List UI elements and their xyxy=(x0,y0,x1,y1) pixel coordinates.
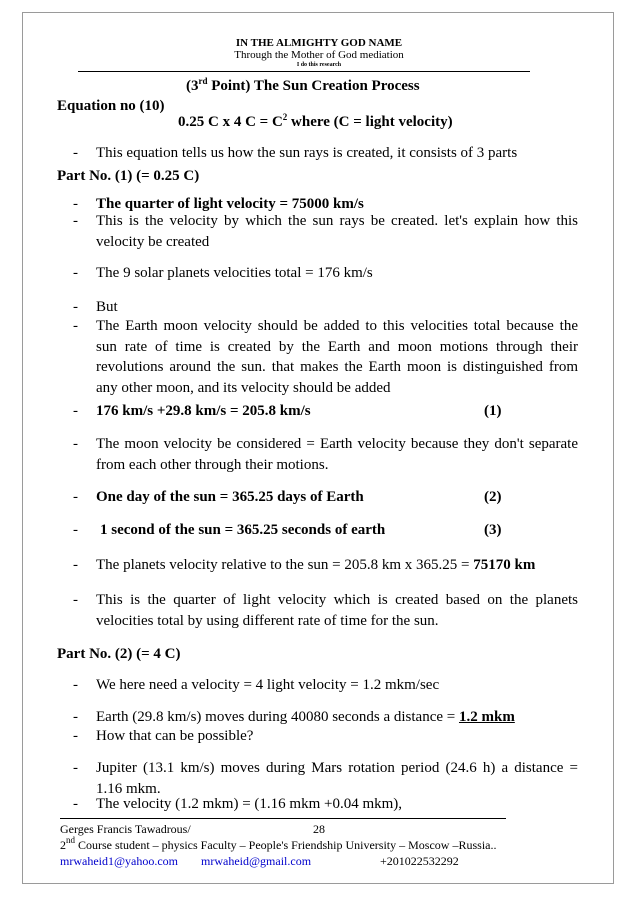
paragraph-line: sun rate of time is created by the Earth and moon motions through their xyxy=(96,338,578,355)
planets-total: The 9 solar planets velocities total = 176 km/s xyxy=(96,265,373,281)
bullet-dash: - xyxy=(73,265,78,281)
bullet-dash: - xyxy=(73,318,78,334)
bullet-dash: - xyxy=(73,522,78,538)
equation-number: (1) xyxy=(484,403,502,419)
paragraph-line: The moon velocity be considered = Earth velocity because they don't separate xyxy=(96,436,578,452)
bullet-dash: - xyxy=(73,403,78,419)
header-subtitle: Through the Mother of God mediation xyxy=(234,49,404,61)
paragraph-line: 1.16 mkm. xyxy=(96,780,161,797)
bullet-dash: - xyxy=(73,557,78,573)
bullet-dash: - xyxy=(73,213,78,229)
header-rule xyxy=(78,71,530,72)
section-title: (3rd Point) The Sun Creation Process xyxy=(186,76,420,94)
velocity-sum: 176 km/s +29.8 km/s = 205.8 km/s xyxy=(96,403,311,419)
bullet-dash: - xyxy=(73,489,78,505)
bullet-dash: - xyxy=(73,299,78,315)
bullet-dash: - xyxy=(73,196,78,212)
course-info: 2nd Course student – physics Faculty – People's Friendship University – Moscow –Russia.. xyxy=(60,835,497,852)
bullet-dash: - xyxy=(73,592,78,608)
equation: 0.25 C x 4 $C = C^2$ where (C = light velocity) xyxy=(178,112,453,130)
moon-equal-paragraph xyxy=(96,434,578,475)
paragraph-line: Jupiter (13.1 km/s) moves during Mars rotation period (24.6 h) a distance = xyxy=(96,760,578,776)
header-note: I do this research xyxy=(296,62,342,68)
bullet-dash: - xyxy=(73,760,78,776)
paragraph-line: This is the velocity by which the sun rays be created. let's explain how this xyxy=(96,213,578,229)
part1-heading: Part No. (1) (= 0.25 C) xyxy=(57,168,200,184)
paragraph-line: any other moon, and its velocity should be added xyxy=(96,379,391,396)
sun-day: One day of the sun = 365.25 days of Earth xyxy=(96,489,364,505)
paragraph-line: velocity be created xyxy=(96,233,210,250)
need-velocity: We here need a velocity = 4 light velocity = 1.2 mkm/sec xyxy=(96,677,440,693)
author-name: Gerges Francis Tawadrous/ xyxy=(60,822,191,836)
paragraph-line: from each other through their motions. xyxy=(96,456,329,473)
bullet-dash: - xyxy=(73,677,78,693)
quarter-light-velocity: The quarter of light velocity = 75000 km/s xyxy=(96,196,364,212)
footer-rule xyxy=(60,818,506,819)
email-link-gmail[interactable]: mrwaheid@gmail.com xyxy=(201,854,312,868)
equation-number: (2) xyxy=(484,489,502,505)
part2-heading: Part No. (2) (= 4 C) xyxy=(57,646,181,662)
header-title: IN THE ALMIGHTY GOD NAME xyxy=(235,37,403,49)
bullet-dash: - xyxy=(73,145,78,161)
paragraph-line: The Earth moon velocity should be added to this velocities total because the xyxy=(96,318,578,334)
phone-number: +201022532292 xyxy=(380,854,459,868)
velocity-sum-mkm: The velocity (1.2 mkm) = (1.16 mkm +0.04 mkm), xyxy=(96,796,403,812)
email-link-yahoo[interactable]: mrwaheid1@yahoo.com xyxy=(60,854,179,868)
equation-label: Equation no (10) xyxy=(57,98,165,114)
but-text: But xyxy=(96,299,118,315)
bullet-dash: - xyxy=(73,436,78,452)
page-number: 28 xyxy=(313,822,325,836)
intro-text: This equation tells us how the sun rays is created, it consists of 3 parts xyxy=(96,145,518,161)
equation-number: (3) xyxy=(484,522,502,538)
moon-paragraph xyxy=(96,316,578,398)
relative-velocity: The planets velocity relative to the sun = 205.8 km x 365.25 = 75170 km xyxy=(96,557,536,573)
earth-distance: Earth (29.8 km/s) moves during 40080 seconds a distance = 1.2 mkm xyxy=(96,709,515,725)
paragraph-line: revolutions around the sun. that makes the Earth moon is distinguished from xyxy=(96,359,578,375)
paragraph-line: This is the quarter of light velocity which is created based on the planets xyxy=(96,592,578,608)
bullet-dash: - xyxy=(73,796,78,812)
paragraph-line: velocities total by using different rate of time for the sun. xyxy=(96,612,439,629)
jupiter-paragraph xyxy=(96,758,578,799)
quarter-explain-paragraph xyxy=(96,590,578,631)
sun-second: 1 second of the sun = 365.25 seconds of earth xyxy=(100,522,386,538)
possible-question: How that can be possible? xyxy=(96,728,254,744)
velocity-explain-paragraph xyxy=(96,211,578,252)
bullet-dash: - xyxy=(73,728,78,744)
bullet-dash: - xyxy=(73,709,78,725)
